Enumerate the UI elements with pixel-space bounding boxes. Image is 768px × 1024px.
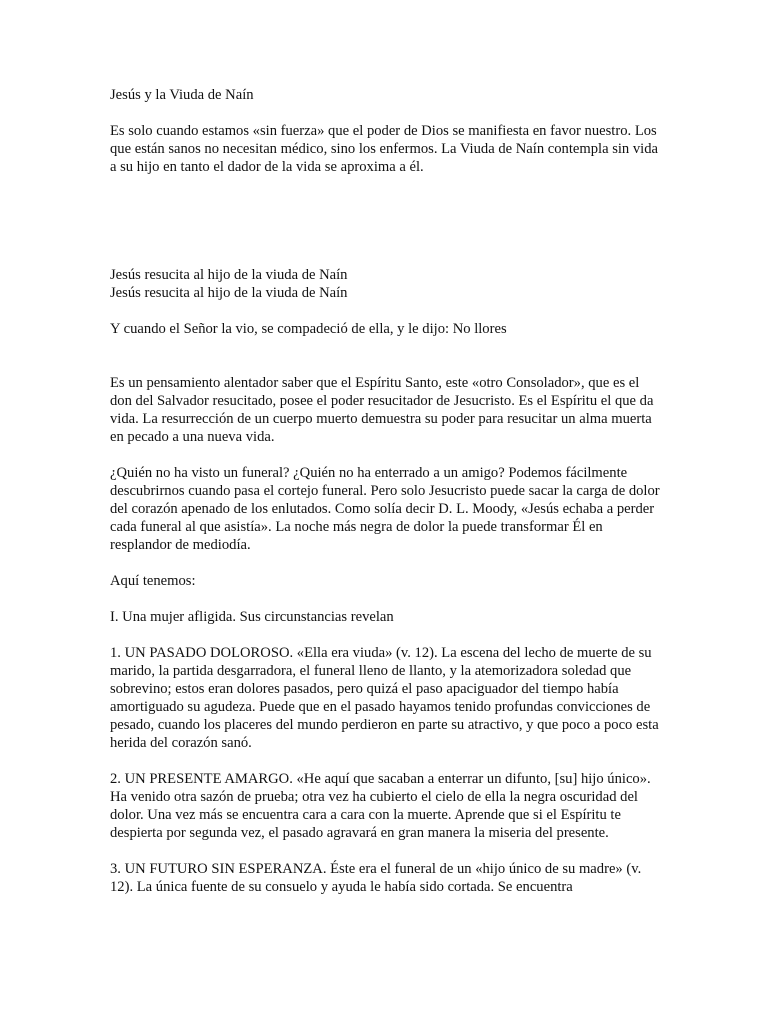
paragraph-espiritu: Es un pensamiento alentador saber que el Espíritu Santo, este «otro Consolador», que es el don del Salvador resucitado, posee el poder resucitador de Jesucristo. Es el Espíritu el que da vida. La resurrección de un cuerpo muerto demuestra su poder para resucitar un alma muerta en pecado a una nueva vida. (110, 375, 654, 445)
subheading-1: Jesús resucita al hijo de la viuda de Naín (110, 267, 348, 283)
intro-paragraph: Es solo cuando estamos «sin fuerza» que el poder de Dios se manifiesta en favor nuestro. Los que están sanos no necesitan médico, sino los enfermos. La Viuda de Naín contempla sin vida a su hijo en tanto el dador de la vida se aproxima a él. (110, 123, 659, 175)
point-2-paragraph: 2. UN PRESENTE AMARGO. «He aquí que sacaban a enterrar un difunto, [su] hijo único». Ha venido otra sazón de prueba; otra vez ha cubierto el cielo de ella la negra oscuridad del dolor. Una vez más se encuentra cara a cara con la muerte. Aprende que si el Espíritu te despierta por segunda vez, el pasado agravará en gran manera la miseria del presente. (110, 771, 651, 841)
point-1-paragraph: 1. UN PASADO DOLOROSO. «Ella era viuda» (v. 12). La escena del lecho de muerte de su marido, la partida desgarradora, el funeral lleno de llanto, y la atemorizadora soledad que sobrevino; estos eran dolores pasados, pero quizá el paso apaciguador del tiempo había amortiguado su agudeza. Puede que en el pasado hayamos tenido profundas convicciones de pesado, cuando los placeres del mundo perdieron en parte su atractivo, y que poco a poco esta herida del corazón sanó. (110, 645, 659, 751)
document-body (110, 86, 660, 896)
verse-line: Y cuando el Señor la vio, se compadeció de ella, y le dijo: No llores (110, 321, 507, 337)
subheading-2: Jesús resucita al hijo de la viuda de Naín (110, 285, 348, 301)
point-3-paragraph: 3. UN FUTURO SIN ESPERANZA. Éste era el funeral de un «hijo único de su madre» (v. 12). La única fuente de su consuelo y ayuda le había sido cortada. Se encuentra (110, 861, 642, 895)
document-title: Jesús y la Viuda de Naín (110, 87, 254, 103)
paragraph-funeral: ¿Quién no ha visto un funeral? ¿Quién no ha enterrado a un amigo? Podemos fácilmente descubrirnos cuando pasa el cortejo funeral. Pero solo Jesucristo puede sacar la carga de dolor del corazón apenado de los enlutados. Como solía decir D. L. Moody, «Jesús echaba a perder cada funeral al que asistía». La noche más negra de dolor la puede transformar Él en resplandor de mediodía. (110, 465, 660, 553)
section-heading-1: I. Una mujer afligida. Sus circunstancias revelan (110, 609, 394, 625)
aqui-tenemos: Aquí tenemos: (110, 573, 196, 589)
